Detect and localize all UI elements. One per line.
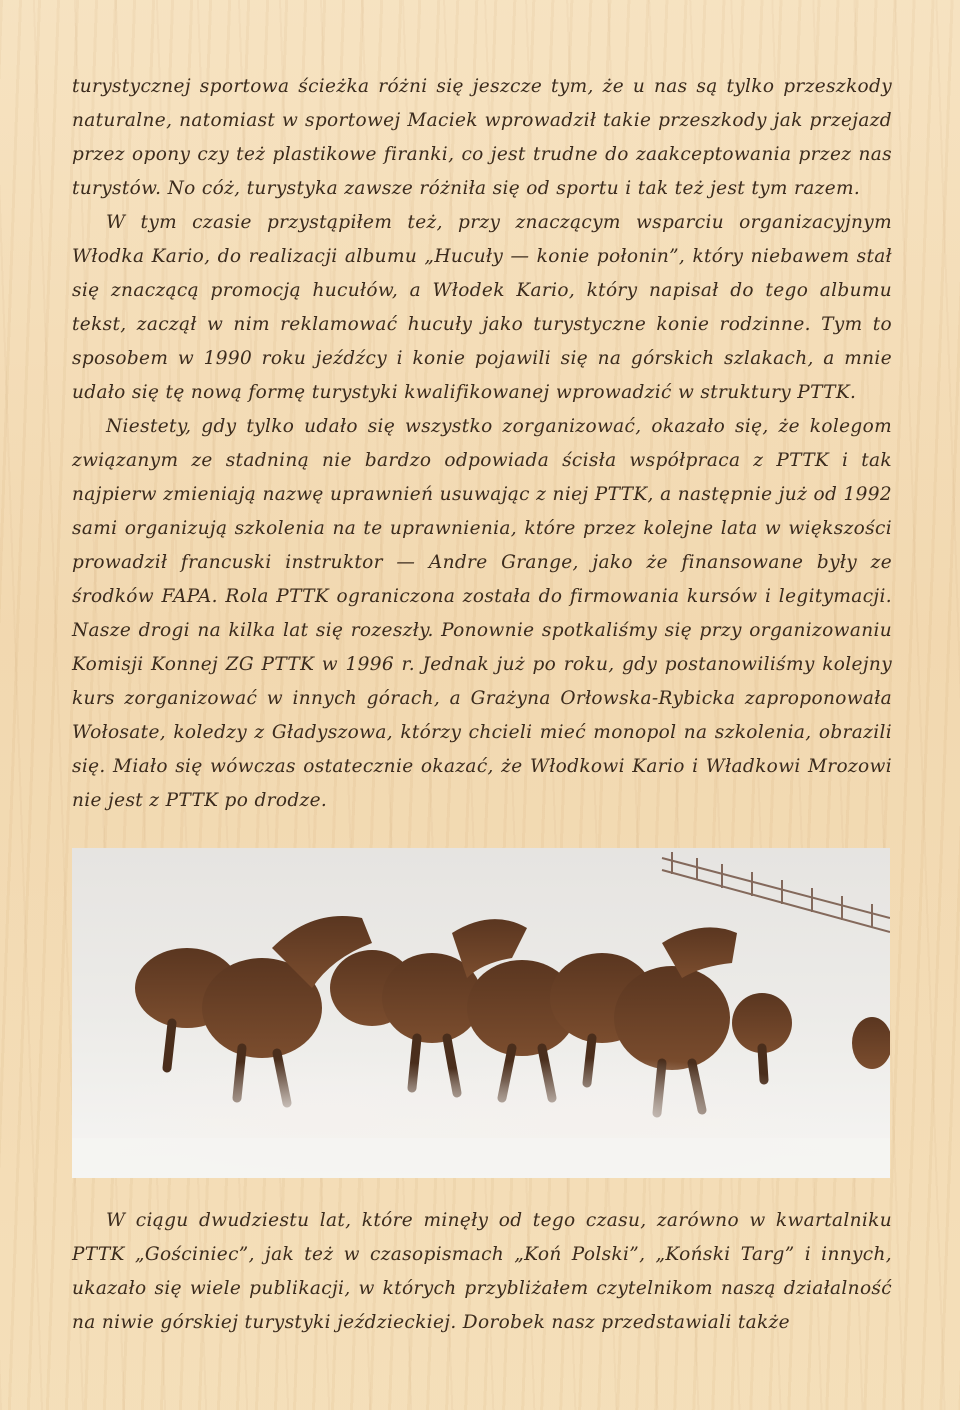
paragraph: W tym czasie przystąpiłem też, przy znaczącym wsparciu organizacyjnym Włodka Kario, do realizacji albumu „Hucuły — konie połonin”, który niebawem stał się znaczącą promocją hucułów, a Włodek Kario, który napisał do tego albumu tekst, zaczął w nim reklamować hucuły jako turystyczne konie rodzinne. Tym to sposobem w 1990 roku jeźdźcy i konie pojawili się na górskich szlakach, a mnie udało się tę nową formę turystyki kwalifikowanej wprowadzić w struktury PTTK. [72,212,892,403]
paragraph: Niestety, gdy tylko udało się wszystko zorganizować, okazało się, że kolegom związanym ze stadniną nie bardzo odpowiada ścisła współpraca z PTTK i tak najpierw zmieniają nazwę uprawnień usuwając z niej PTTK, a następnie już od 1992 sami organizują szkolenia na te uprawnienia, które przez kolejne lata w większości prowadził francuski instruktor — Andre Grange, jako że finansowane były ze środków FAPA. Rola PTTK ograniczona została do firmowania kursów i legitymacji. Nasze drogi na kilka lat się rozeszły. Ponownie spotkaliśmy się przy organizowaniu Komisji Konnej ZG PTTK w 1996 r. Jednak już po roku, gdy postanowiliśmy kolejny kurs zorganizować w innych górach, a Grażyna Orłowska-Rybicka zaproponowała Wołosate, koledzy z Gładyszowa, którzy chcieli mieć monopol na szkolenia, obrazili się. Miało się wówczas ostatecznie okazać, że Włodkowi Kario i Władkowi Mrozowi nie jest z PTTK po drodze. [72,416,892,811]
paragraph: W ciągu dwudziestu lat, które minęły od tego czasu, zarówno w kwartalniku PTTK „Gościniec”, jak też w czasopismach „Koń Polski”, „Koński Targ” i innych, ukazało się wiele publikacji, w których przybliżałem czytelnikom naszą działalność na niwie górskiej turystyki jeździeckiej. Dorobek nasz przedstawiali także [72,1210,892,1333]
paragraph: turystycznej sportowa ścieżka różni się jeszcze tym, że u nas są tylko przeszkody naturalne, natomiast w sportowej Maciek wprowadził takie przeszkody jak przejazd przez opony czy też plastikowe firanki, co jest trudne do zaakceptowania przez nas turystów. No cóż, turystyka zawsze różniła się od sportu i tak też jest tym razem. [72,76,892,199]
text-block-bottom [72,1204,892,1340]
horses-in-snow-photo [72,848,890,1178]
photo-illustration [72,848,890,1178]
text-block-top [72,70,892,818]
